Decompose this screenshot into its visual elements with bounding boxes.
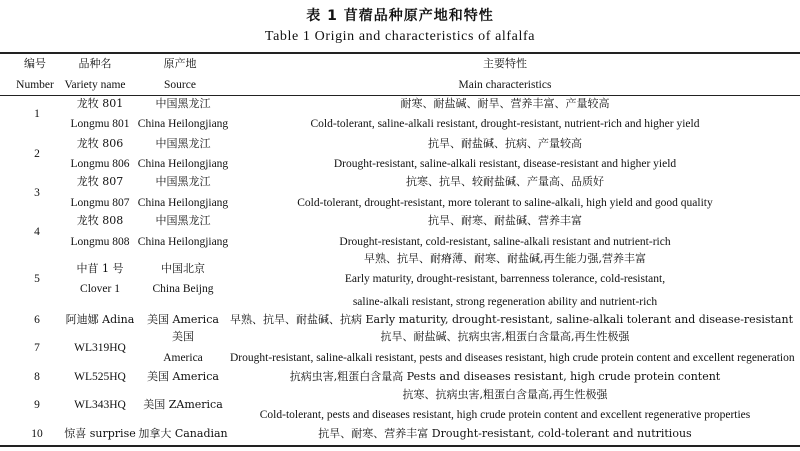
- source-en: America: [163, 352, 203, 364]
- source-cn: 美国: [172, 330, 194, 343]
- variety-name: WL343HQ: [74, 399, 126, 411]
- variety-name-cn: 中苜 1 号: [76, 262, 124, 275]
- row-number: 9: [34, 399, 40, 411]
- characteristics-cn: 抗旱、耐盐碱、抗病虫害,粗蛋白含量高,再生性极强: [380, 330, 630, 343]
- characteristics-cn: 耐寒、耐盐碱、耐旱、营养丰富、产量较高: [400, 97, 610, 110]
- variety-name-en: Longmu 806: [70, 158, 130, 170]
- top-rule: [0, 52, 800, 54]
- characteristics-en-line2: saline-alkali resistant, strong regeneration ability and nutrient-rich: [352, 296, 658, 308]
- source: 美国 America: [147, 313, 219, 326]
- table-title-en: Table 1 Origin and characteristics of alfalfa: [264, 29, 536, 44]
- source-cn: 中国黑龙江: [155, 214, 211, 227]
- variety-name-cn: 龙牧 806: [76, 137, 124, 150]
- characteristics-cn: 早熟、抗旱、耐瘠薄、耐寒、耐盐碱,再生能力强,营养丰富: [364, 252, 646, 265]
- variety-name: 惊喜 surprise: [64, 427, 136, 440]
- characteristics-en: Drought-resistant, saline-alkali resistant, disease-resistant and higher yield: [333, 158, 677, 170]
- header-rule: [0, 95, 800, 96]
- characteristics: 抗病虫害,粗蛋白含量高 Pests and diseases resistant, high crude protein content: [289, 370, 721, 383]
- source-en: China Heilongjiang: [137, 197, 229, 209]
- row-number: 6: [34, 314, 40, 326]
- header-main-cn: 主要特性: [483, 57, 527, 70]
- variety-name-en: Clover 1: [80, 283, 120, 295]
- source-en: China Heilongjiang: [137, 118, 229, 130]
- characteristics-en: Drought-resistant, saline-alkali resistant, pests and diseases resistant, high crude protein content and excellent regeneration: [230, 352, 795, 364]
- source-en: China Heilongjiang: [137, 158, 229, 170]
- variety-name-cn: 龙牧 808: [76, 214, 124, 227]
- characteristics-en-line1: Early maturity, drought-resistant, barrenness tolerance, cold-resistant,: [344, 273, 666, 285]
- characteristics-cn: 抗寒、抗病虫害,粗蛋白含量高,再生性极强: [402, 388, 608, 401]
- source-cn: 中国黑龙江: [155, 137, 211, 150]
- header-variety-cn: 品种名: [78, 57, 112, 70]
- source: 美国 ZAmerica: [143, 398, 223, 411]
- characteristics-en: Cold-tolerant, drought-resistant, more tolerant to saline-alkali, high yield and good quality: [297, 197, 713, 209]
- source: 加拿大 Canadian: [138, 427, 228, 440]
- variety-name-en: Longmu 808: [70, 236, 130, 248]
- row-number: 10: [31, 428, 43, 440]
- characteristics-en: Cold-tolerant, saline-alkali resistant, drought-resistant, nutrient-rich and higher yield: [310, 118, 700, 130]
- header-source-en: Source: [164, 79, 196, 91]
- source-en: China Beijng: [152, 283, 214, 295]
- variety-name-cn: 龙牧 807: [76, 175, 124, 188]
- row-number: 1: [34, 108, 40, 120]
- variety-name-cn: 龙牧 801: [76, 97, 124, 110]
- header-number-en: Number: [16, 79, 54, 91]
- bottom-rule: [0, 445, 800, 447]
- header-source-cn: 原产地: [163, 57, 197, 70]
- variety-name: 阿迪娜 Adina: [65, 313, 135, 326]
- source-cn: 中国黑龙江: [155, 175, 211, 188]
- characteristics-en: Drought-resistant, cold-resistant, saline-alkali resistant and nutrient-rich: [339, 236, 671, 248]
- row-number: 2: [34, 148, 40, 160]
- source-cn: 中国黑龙江: [155, 97, 211, 110]
- row-number: 8: [34, 371, 40, 383]
- characteristics: 抗旱、耐寒、营养丰富 Drought-resistant, cold-tolerant and nutritious: [318, 427, 692, 440]
- variety-name: WL525HQ: [74, 371, 126, 383]
- source: 美国 America: [147, 370, 219, 383]
- variety-name: WL319HQ: [74, 342, 126, 354]
- characteristics: 早熟、抗旱、耐盐碱、抗病 Early maturity, drought-resistant, saline-alkali tolerant and disease-resistant: [230, 313, 793, 326]
- header-number-cn: 编号: [24, 57, 46, 70]
- source-en: China Heilongjiang: [137, 236, 229, 248]
- table-title-cn: 表 1 苜蓿品种原产地和特性: [306, 8, 494, 24]
- row-number: 7: [34, 342, 40, 354]
- variety-name-en: Longmu 801: [70, 118, 130, 130]
- characteristics-cn: 抗寒、抗旱、较耐盐碱、产量高、品质好: [406, 175, 604, 188]
- variety-name-en: Longmu 807: [70, 197, 130, 209]
- header-main-en: Main characteristics: [458, 79, 552, 91]
- characteristics-cn: 抗旱、耐盐碱、抗病、产量较高: [428, 137, 582, 150]
- row-number: 4: [34, 226, 40, 238]
- characteristics-cn: 抗旱、耐寒、耐盐碱、营养丰富: [428, 214, 582, 227]
- characteristics-en: Cold-tolerant, pests and diseases resistant, high crude protein content and excellent regenerative properties: [259, 409, 751, 421]
- row-number: 3: [34, 187, 40, 199]
- source-cn: 中国北京: [161, 262, 205, 275]
- row-number: 5: [34, 273, 40, 285]
- header-variety-en: Variety name: [64, 79, 126, 91]
